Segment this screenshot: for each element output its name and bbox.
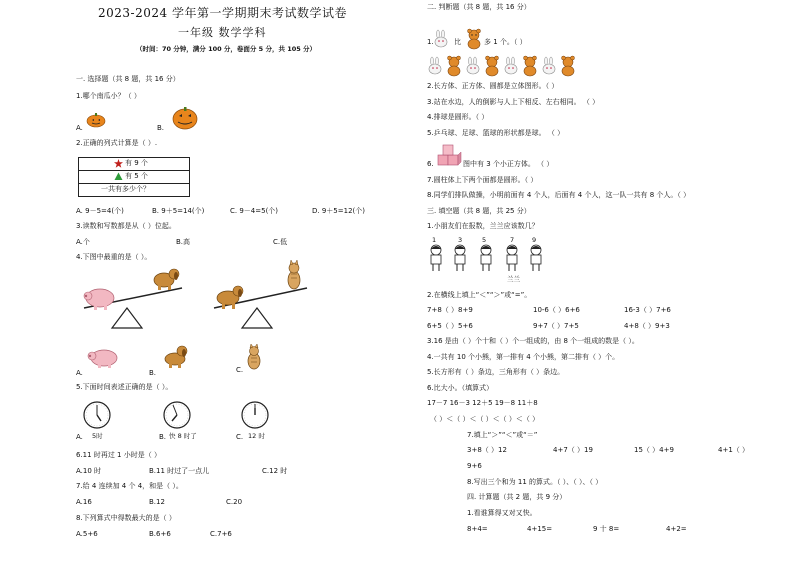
clock-b-label: 快 8 时了 [169,432,197,440]
q2-question-row: 一共有多少个？ [101,185,150,193]
fill-1: 1.小朋友们在报数，兰兰应该数几？ [427,222,539,230]
q6-option-c: C.12 时 [262,467,288,475]
seesaw-dog-cat-illustration [212,268,312,334]
fill-6-expressions: 17－7 16－3 12＋5 19－8 11＋8 [427,399,538,407]
fill-4: 4.一共有 10 个小熊，第一排有 4 个小熊，第二排有（ ）个。 [427,353,620,361]
fill-6-blanks: （ ）＜（ ）＜（ ）＜（ ）＜（ ） [430,415,540,423]
fill-7-item-3: 15（ ）4+9 [634,446,674,454]
q4-option-c: C. [236,366,244,374]
fill-7: 7.填上“＞”“＜”或“＝” [467,431,538,439]
kid-number-7: 7 [510,236,515,244]
fill-7-item-2: 4+7（ ）19 [553,446,593,454]
q3-option-c: C.低 [273,238,288,246]
q7-option-a: A.16 [76,498,92,506]
dog-icon [163,344,189,368]
fill-2-row2-a: 6+5（ ）5+6 [427,322,473,330]
calc-1-item-1: 8+4= [467,525,488,533]
kid-number-5: 5 [482,236,487,244]
fill-5: 5.长方形有（ ）条边，三角形有（ ）条边。 [427,368,565,376]
judge-2: 2.长方体、正方体、圆都是立体图形。（ ） [427,82,559,90]
q2-option-a: A. 9－5=4(个) [76,207,124,215]
seesaw-pig-dog-illustration [82,268,192,334]
q8-option-a: A.5+6 [76,530,98,538]
triangle-icon [114,172,123,181]
fill-2-row1-b: 10-6（ ）6+6 [533,306,580,314]
fill-7-tail: 9+6 [467,462,482,470]
fill-8: 8.写出三个和为 11 的算式。（ ）、（ ）、（ ） [467,478,603,486]
section-fill-heading: 三. 填空题（共 8 题，共 25 分） [427,207,531,215]
question-7: 7.给 4 连续加 4 个 4，和是（ ）。 [76,482,183,490]
q6-option-b: B.11 时过了一点儿 [149,467,210,475]
judge-8: 8.同学们排队做操，小明前面有 4 个人，后面有 4 个人，这一队一共有 8 个人。（ ） [427,191,691,199]
fill-7-item-1: 3+8（ ）12 [467,446,507,454]
question-8: 8.下列算式中得数最大的是（ ） [76,514,176,522]
q4-option-a: A. [76,369,83,377]
q7-option-b: B.12 [149,498,165,506]
question-5: 5.下面时间表述正确的是（ ）。 [76,383,173,391]
kid-lanlan-label: 兰兰 [507,275,520,283]
cubes-icon [436,143,462,167]
small-pumpkin-icon [86,112,106,128]
judge-1-number: 1. [427,38,434,46]
calc-1-item-3: 9 十 8= [593,525,620,533]
exam-info: （时间：70 分钟，满分 100 分，卷面分 5 分，共 105 分） [136,45,317,53]
clock-5-icon [82,400,112,430]
q6-option-a: A.10 时 [76,467,102,475]
q3-option-b: B.高 [176,238,191,246]
q7-option-c: C.20 [226,498,243,506]
pig-icon [86,348,118,368]
calc-1-item-2: 4+15= [527,525,553,533]
fill-2-row2-b: 9+7（ ）7+5 [533,322,579,330]
clock-a-label: 5时 [92,432,103,440]
q2-option-c: C. 9－4=5(个) [230,207,279,215]
judge-7: 7.圆柱体上下两个面都是圆形。（ ） [427,176,538,184]
fill-2-row1-c: 16-3（ ）7+6 [624,306,671,314]
judge-4: 4.排球是圆形。（ ） [427,113,489,121]
judge-6-statement: 图中有 3 个小正方体。 （ ） [463,160,554,168]
q8-option-c: C.7+6 [210,530,232,538]
q5-option-c: C. [236,433,244,441]
fill-3: 3.16 是由（ ）个十和（ ）个一组成的，由 8 个一组成的数是（ ）。 [427,337,639,345]
q5-option-a: A. [76,433,83,441]
q1-option-b: B. [157,124,165,132]
bear-icon [466,29,482,49]
clock-12-icon [240,400,270,430]
fill-2: 2.在横线上填上“＜”“＞”或“=”。 [427,291,532,299]
section-judge-heading: 二. 判断题（共 8 题，共 16 分） [427,3,531,11]
judge-1-compare: 比 [454,38,461,46]
judge-5: 5.乒乓球、足球、篮球的形状都是球。 （ ） [427,129,565,137]
section-choice-heading: 一. 选择题（共 8 题，共 16 分） [76,75,180,83]
large-pumpkin-icon [172,106,198,130]
q1-option-a: A. [76,124,83,132]
question-1: 1.哪个南瓜小？（ ） [76,92,141,100]
fill-6: 6.比大小。（填算式） [427,384,494,392]
q8-option-b: B.6+6 [149,530,171,538]
cat-icon [246,346,262,370]
clock-almost-8-icon [162,400,192,430]
judge-3: 3.站在水边，人的倒影与人上下相反、左右相同。 （ ） [427,98,600,106]
star-icon [114,159,123,168]
kid-number-1: 1 [432,236,437,244]
rabbit-icon [434,30,448,48]
fill-2-row1-a: 7+8（ ）8+9 [427,306,473,314]
page-title: 2023-2024 学年第一学期期末考试数学试卷 [98,6,347,20]
section-calc-heading: 四. 计算题（共 2 题，共 9 分） [467,493,567,501]
fill-2-row2-c: 4+8（ ）9+3 [624,322,670,330]
q4-option-b: B. [149,369,157,377]
children-counting-illustration [428,244,548,274]
q5-option-b: B. [159,433,167,441]
question-2: 2.正确的列式计算是（ ）. [76,139,158,147]
judge-6-number: 6. [427,160,434,168]
animal-row-illustration [428,56,578,76]
kid-number-9: 9 [532,236,537,244]
q3-option-a: A.个 [76,238,90,246]
kid-number-3: 3 [458,236,463,244]
calc-1: 1.看谁算得又对又快。 [467,509,537,517]
q2-triangle-count: 有 5 个 [125,172,148,180]
fill-7-item-4: 4+1（ ） [718,446,749,454]
clock-c-label: 12 时 [248,432,265,440]
calc-1-item-4: 4+2= [666,525,687,533]
judge-1-statement: 多 1 个。（ ） [484,38,527,46]
question-6: 6.11 时再过 1 小时是（ ） [76,451,161,459]
q2-option-d: D. 9＋5=12(个) [312,207,365,215]
q2-option-b: B. 9＋5=14(个) [152,207,205,215]
question-3: 3.读数和写数都是从（ ）位起。 [76,222,176,230]
page-subtitle: 一年级 数学学科 [178,26,267,39]
q2-star-count: 有 9 个 [125,159,148,167]
question-4: 4.下图中最重的是（ ）。 [76,253,152,261]
